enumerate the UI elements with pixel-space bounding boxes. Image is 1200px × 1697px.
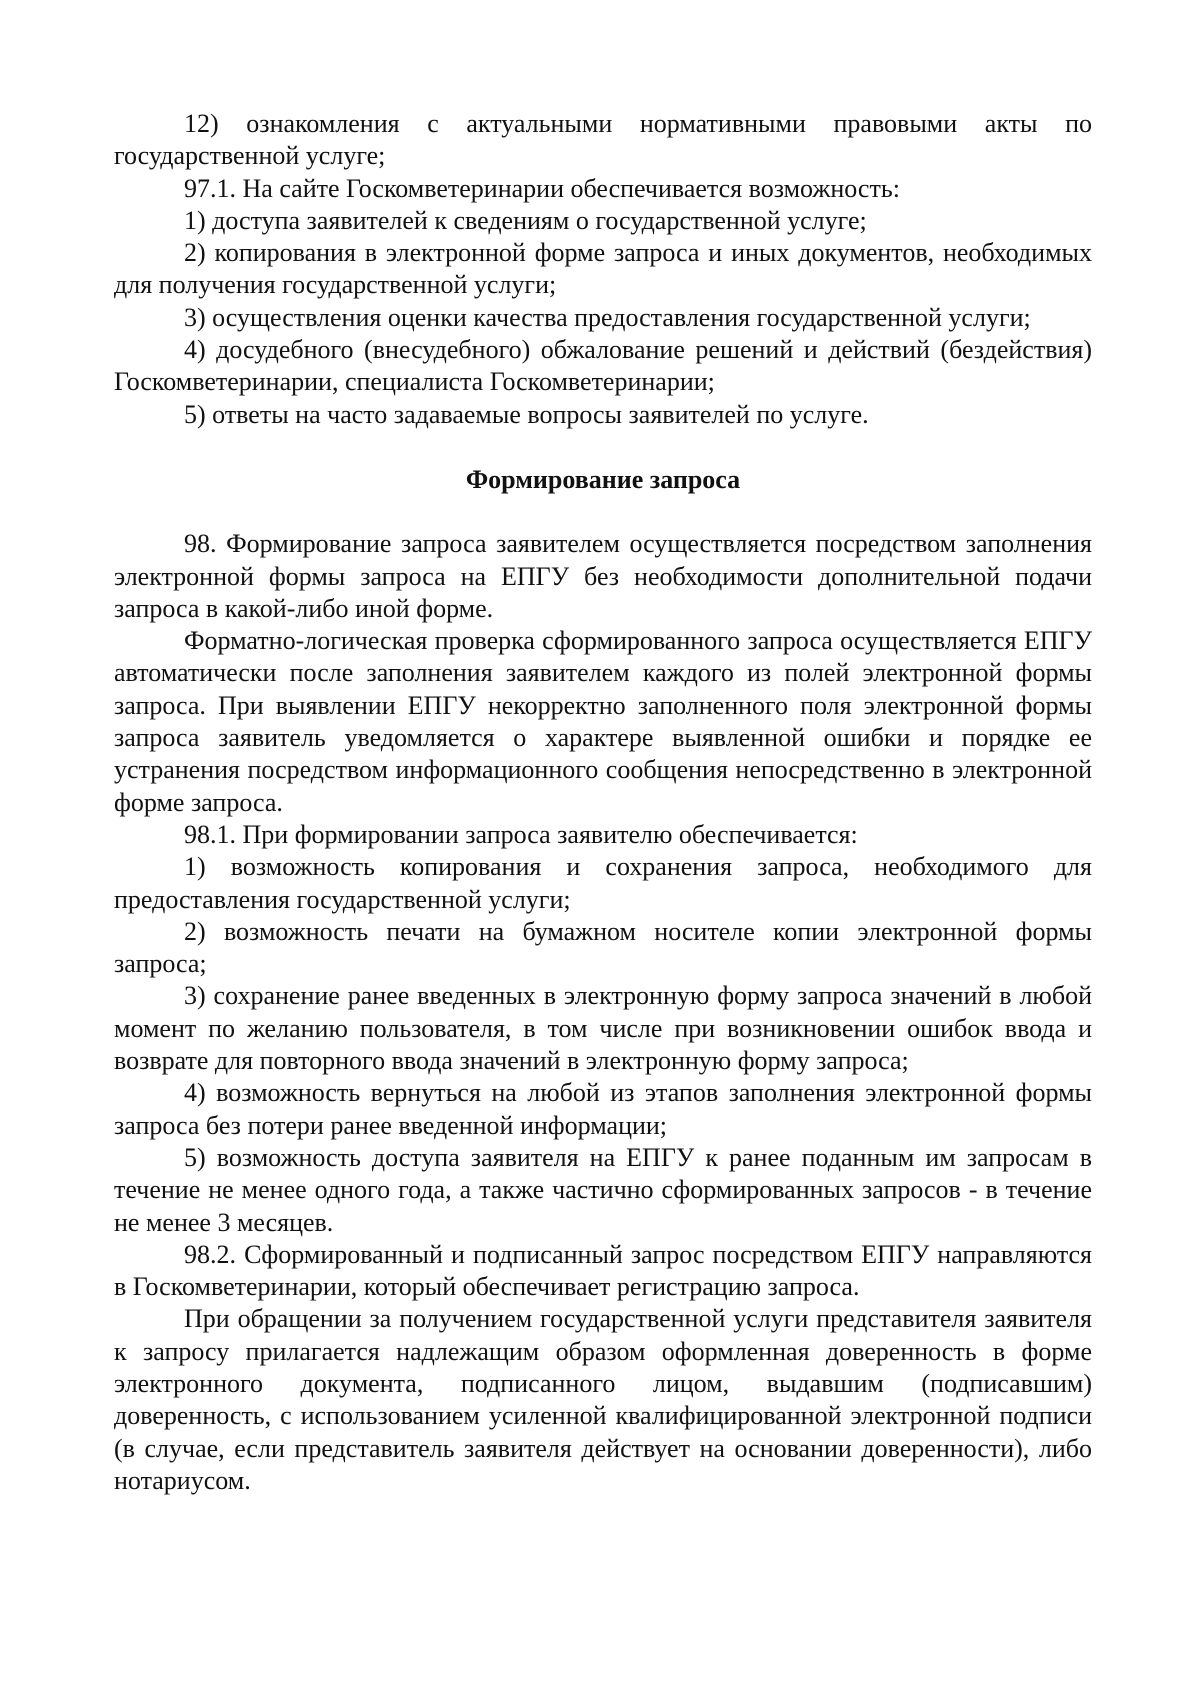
paragraph-97-1-item-1: 1) доступа заявителей к сведениям о государственной услуге; [184, 205, 867, 235]
paragraph-97-1-item-4: 4) досудебного (внесудебного) обжалование решений и действий (бездействия) Госкомветеринарии, специалиста Госкомветеринарии; [114, 335, 1092, 397]
paragraph-98-1-item-4: 4) возможность вернуться на любой из этапов заполнения электронной формы запроса без потери ранее введенной информации; [114, 1078, 1092, 1140]
spacer [114, 496, 1092, 528]
paragraph-97-1-item-2: 2) копирования в электронной форме запроса и иных документов, необходимых для получения государственной услуги; [114, 238, 1092, 300]
paragraph-97-1-item-3: 3) осуществления оценки качества предоставления государственной услуги; [184, 302, 1031, 332]
paragraph-98: 98. Формирование запроса заявителем осуществляется посредством заполнения электронной формы запроса на ЕПГУ без необходимости дополнительной подачи запроса в какой-либо иной форме. [114, 529, 1092, 623]
section-heading: Формирование запроса [465, 464, 741, 494]
paragraph-98-1-item-1: 1) возможность копирования и сохранения запроса, необходимого для предоставления государственной услуги; [114, 852, 1092, 914]
paragraph-97-1-item-5: 5) ответы на часто задаваемые вопросы заявителей по услуге. [184, 399, 869, 429]
paragraph-representative: При обращении за получением государственной услуги представителя заявителя к запросу прилагается надлежащим образом оформленная доверенность в форме электронного документа, подписанного лицом, выдавшим (подписавшим) доверенность, с использованием усиленной квалифицированной электронной подписи (в случае, если представитель заявителя действует на основании доверенности), либо нотариусом. [114, 1304, 1092, 1495]
paragraph-98-1: 98.1. При формировании запроса заявителю обеспечивается: [184, 819, 858, 849]
paragraph-format-check: Форматно-логическая проверка сформированного запроса осуществляется ЕПГУ автоматически после заполнения заявителем каждого из полей электронной формы запроса. При выявлении ЕПГУ некорректно заполненного поля электронной формы запроса заявитель уведомляется о характере выявленной ошибки и порядке ее устранения посредством информационного сообщения непосредственно в электронной форме запроса. [114, 626, 1092, 817]
paragraph-98-1-item-3: 3) сохранение ранее введенных в электронную форму запроса значений в любой момент по желанию пользователя, в том числе при возникновении ошибок ввода и возврате для повторного ввода значений в электронную форму запроса; [114, 981, 1092, 1076]
paragraph-98-1-item-2: 2) возможность печати на бумажном носителе копии электронной формы запроса; [114, 916, 1092, 979]
paragraph-98-1-item-5: 5) возможность доступа заявителя на ЕПГУ к ранее поданным им запросам в течение не менее одного года, а также частично сформированных запросов - в течение не менее 3 месяцев. [114, 1142, 1092, 1237]
spacer [114, 431, 1092, 464]
paragraph-item-12: 12) ознакомления с актуальными нормативными правовыми акты по государственной услуге; [114, 109, 1092, 171]
paragraph-98-2: 98.2. Сформированный и подписанный запрос посредством ЕПГУ направляются в Госкомветеринарии, который обеспечивает регистрацию запроса. [114, 1239, 1092, 1302]
paragraph-97-1: 97.1. На сайте Госкомветеринарии обеспечивается возможность: [184, 173, 900, 203]
document-page [114, 108, 1092, 1497]
